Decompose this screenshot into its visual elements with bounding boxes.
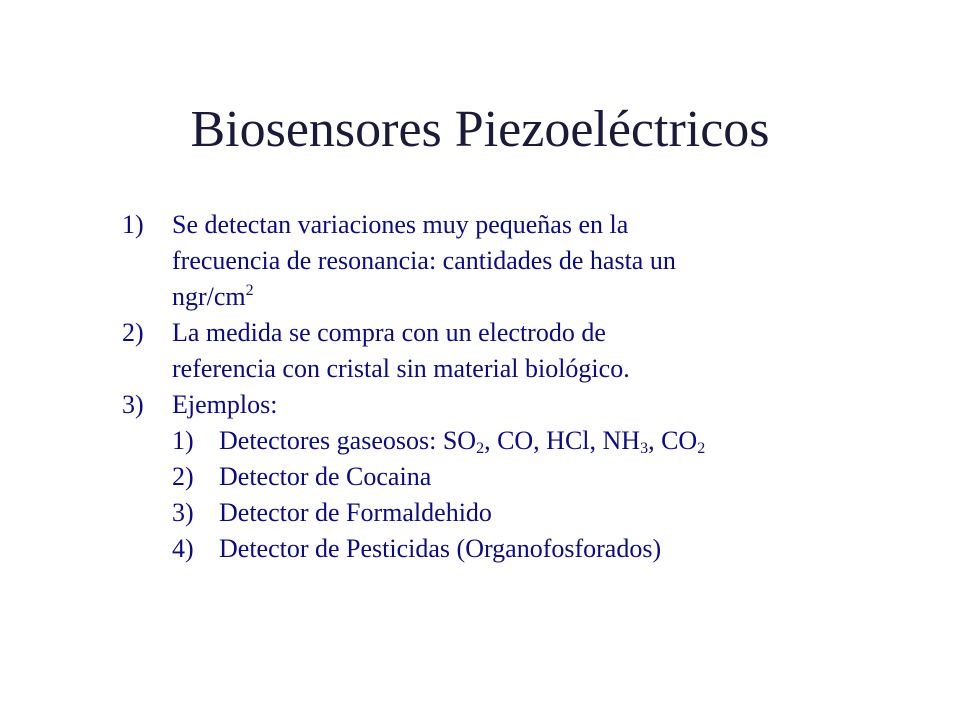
sublist-item-2 <box>172 459 842 495</box>
list-item-number: 1) <box>122 210 144 239</box>
list-item-text-line: referencia con cristal sin material biológico. <box>172 354 630 383</box>
sublist-item-number: 2) <box>172 462 194 491</box>
formula-text: , CO, HCl, NH <box>484 426 641 455</box>
bullet-list <box>122 207 842 567</box>
list-item-text-line <box>172 279 842 315</box>
superscript: 2 <box>245 282 254 299</box>
sublist-item-3 <box>172 495 842 531</box>
formula-text: Detectores gaseosos: SO <box>219 426 477 455</box>
sublist-item-1 <box>172 423 842 459</box>
sublist-item-text: Detector de Formaldehido <box>219 498 492 527</box>
subscript: 2 <box>476 440 485 457</box>
list-item-text-line: frecuencia de resonancia: cantidades de hasta un <box>172 246 676 275</box>
sublist-item-number: 1) <box>172 426 194 455</box>
list-item-number: 3) <box>122 390 144 419</box>
sublist-item-text: Detector de Cocaina <box>219 462 432 491</box>
list-item-3 <box>122 387 842 567</box>
formula-text: , CO <box>648 426 698 455</box>
list-item-1 <box>122 207 842 315</box>
slide-title: Biosensores Piezoeléctricos <box>190 101 770 158</box>
list-item-number: 2) <box>122 318 144 347</box>
list-item-2 <box>122 315 842 387</box>
list-item-text-line: Se detectan variaciones muy pequeñas en la <box>172 210 629 239</box>
list-item-text-line: Ejemplos: <box>172 390 278 419</box>
subscript: 3 <box>640 440 649 457</box>
sublist-item-number: 3) <box>172 498 194 527</box>
sublist-item-text <box>219 423 842 459</box>
list-item-text-line: La medida se compra con un electrodo de <box>172 318 606 347</box>
subscript: 2 <box>697 440 706 457</box>
unit-text: ngr/cm <box>172 282 246 311</box>
sublist-item-text: Detector de Pesticidas (Organofosforados) <box>219 534 662 563</box>
sublist-item-number: 4) <box>172 534 194 563</box>
sublist-item-4 <box>172 531 842 567</box>
